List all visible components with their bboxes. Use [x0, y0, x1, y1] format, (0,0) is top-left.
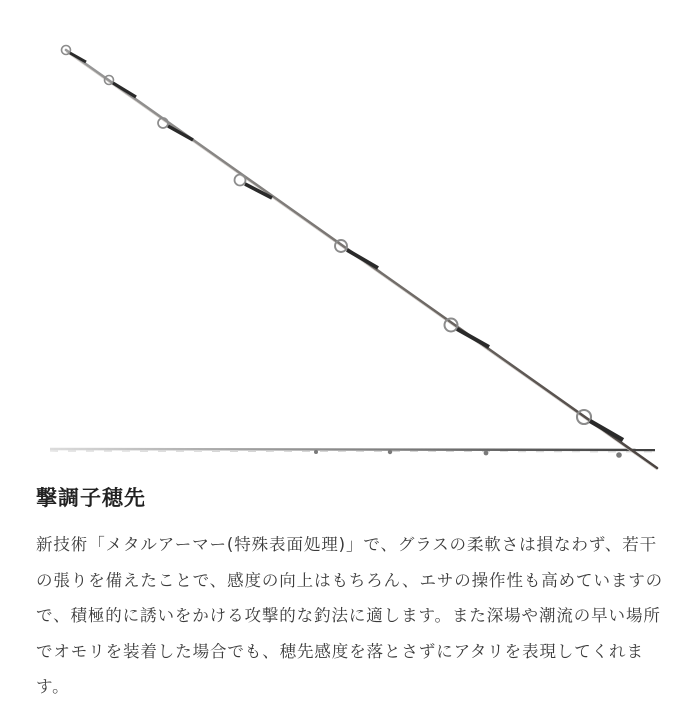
section-body: 新技術「メタルアーマー(特殊表面処理)」で、グラスの柔軟さは損なわず、若干の張りを備えたことで、感度の向上はもちろん、エサの操作性も高めていますので、積極的に誘いをかける攻撃的な釣法に適します。また深場や潮流の早い場所でオモリを装着した場合でも、穂先感度を落とさずにアタリを表現してくれます。 [36, 535, 664, 696]
guide [105, 76, 137, 98]
rod-guides [62, 46, 624, 441]
guide [158, 118, 193, 140]
flat-guide [314, 450, 318, 454]
guide [577, 410, 623, 440]
section-title: 撃調子穂先 [36, 486, 146, 510]
guide [62, 46, 87, 63]
flat-guide [616, 452, 622, 458]
flat-guide [388, 450, 392, 454]
flat-guide [484, 451, 489, 456]
guide [235, 175, 273, 199]
flat-rod [50, 449, 655, 458]
